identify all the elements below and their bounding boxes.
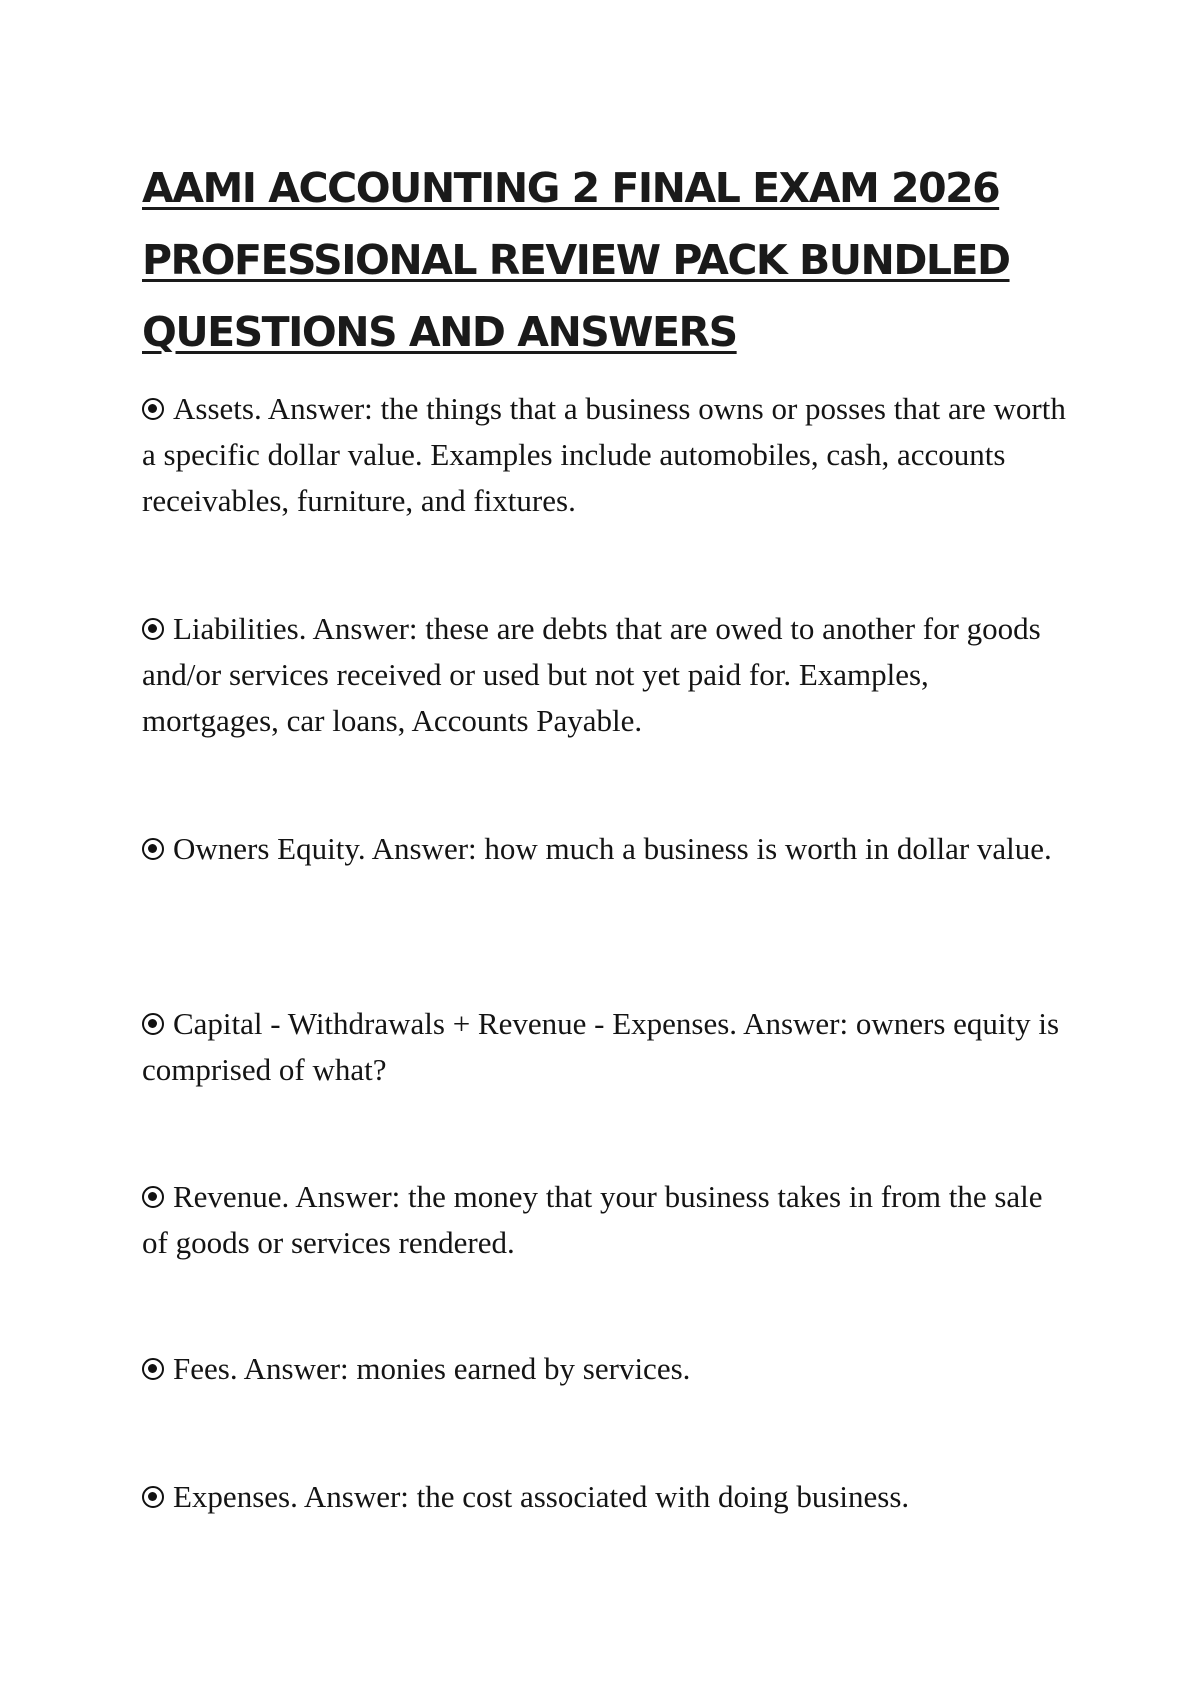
qa-item-liabilities (142, 606, 1072, 744)
document-title: AAMI ACCOUNTING 2 FINAL EXAM 2026 PROFESSIONAL REVIEW PACK BUNDLED QUESTIONS AND ANSWERS (142, 164, 1010, 356)
radio-bullet-icon (142, 1013, 164, 1035)
qa-item-revenue (142, 1174, 1072, 1266)
qa-item-capital (142, 1001, 1072, 1093)
radio-bullet-icon (142, 618, 164, 640)
radio-bullet-icon (142, 838, 164, 860)
qa-item-text: Fees. Answer: monies earned by services. (173, 1351, 691, 1386)
radio-bullet-icon (142, 1358, 164, 1380)
qa-item-fees (142, 1346, 1072, 1392)
qa-item-text: Liabilities. Answer: these are debts that are owed to another for goods and/or services received or used but not yet paid for. Examples, mortgages, car loans, Accounts Payable. (142, 611, 1041, 738)
qa-item-assets (142, 386, 1072, 524)
qa-item-text: Assets. Answer: the things that a business owns or posses that are worth a specific dollar value. Examples include automobiles, cash, accounts receivables, furniture, and fixtures. (142, 391, 1066, 518)
qa-item-text: Owners Equity. Answer: how much a business is worth in dollar value. (173, 831, 1052, 866)
qa-item-expenses (142, 1474, 1072, 1520)
qa-item-text: Revenue. Answer: the money that your business takes in from the sale of goods or services rendered. (142, 1179, 1043, 1260)
radio-bullet-icon (142, 1486, 164, 1508)
qa-item-text: Capital - Withdrawals + Revenue - Expenses. Answer: owners equity is comprised of what? (142, 1006, 1060, 1087)
qa-item-text: Expenses. Answer: the cost associated with doing business. (173, 1479, 910, 1514)
radio-bullet-icon (142, 398, 164, 420)
qa-item-owners-equity (142, 826, 1072, 872)
radio-bullet-icon (142, 1186, 164, 1208)
